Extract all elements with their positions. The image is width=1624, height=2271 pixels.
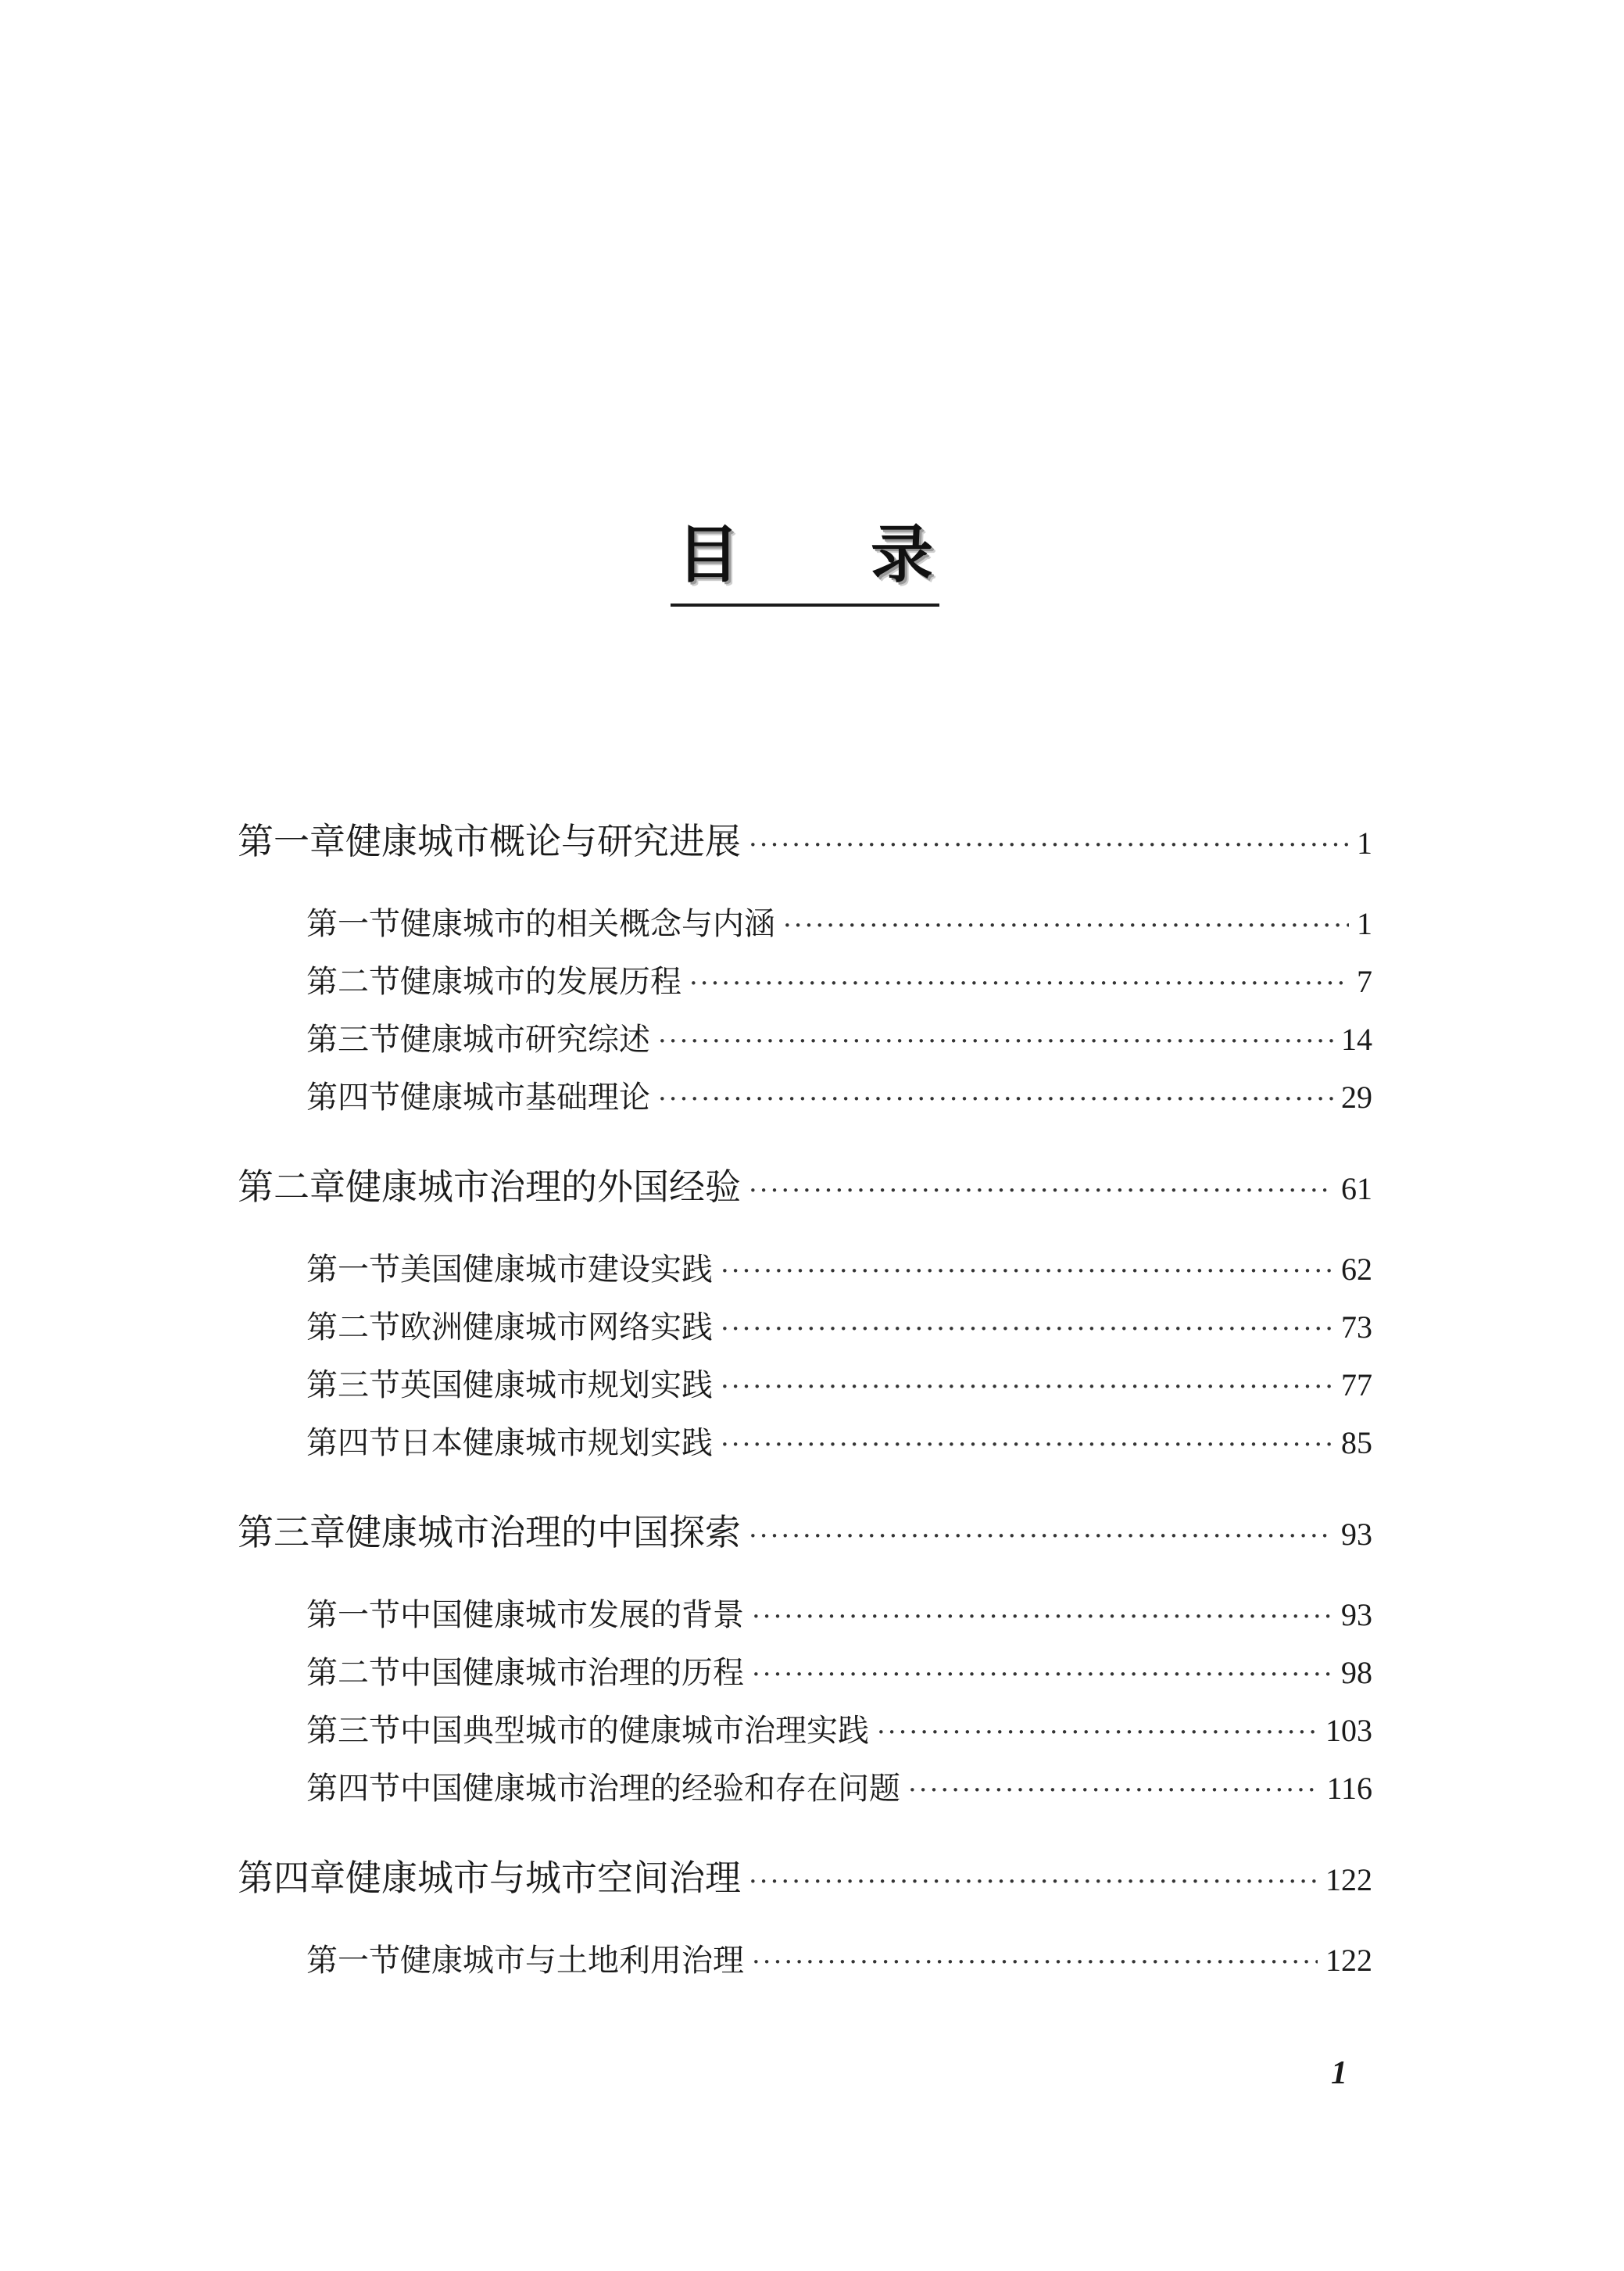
dot-leader (721, 1371, 1333, 1402)
section-number: 第一节 (306, 906, 400, 942)
section-title: 中国健康城市发展的背景 (400, 1597, 744, 1633)
section-number: 第一节 (306, 1252, 400, 1288)
toc-section[interactable] (306, 1245, 1372, 1289)
page-number: 122 (1325, 1862, 1372, 1897)
page-number: 93 (1341, 1517, 1372, 1552)
toc-section[interactable] (306, 1648, 1372, 1693)
page-number: 1 (1357, 906, 1372, 941)
page-number: 103 (1325, 1713, 1372, 1748)
chapter-title: 健康城市概论与研究进展 (345, 820, 741, 862)
page-number: 122 (1325, 1943, 1372, 1978)
dot-leader (908, 1775, 1318, 1806)
section-number: 第三节 (306, 1022, 400, 1058)
page-number: 14 (1341, 1022, 1372, 1057)
chapter-number: 第三章 (238, 1511, 345, 1553)
page-number: 93 (1341, 1597, 1372, 1632)
toc-section[interactable] (306, 1073, 1372, 1117)
toc-section[interactable] (306, 1764, 1372, 1808)
page-number: 61 (1341, 1171, 1372, 1206)
toc-section[interactable] (306, 1590, 1372, 1635)
section-number: 第二节 (306, 1655, 400, 1691)
dot-leader (721, 1313, 1333, 1345)
chapter-number: 第四章 (238, 1857, 345, 1899)
section-number: 第一节 (306, 1943, 400, 1979)
chapter-title: 健康城市治理的中国探索 (345, 1511, 741, 1553)
section-title: 欧洲健康城市网络实践 (400, 1309, 713, 1345)
toc-chapter[interactable] (238, 1504, 1372, 1556)
chapter-number: 第一章 (238, 820, 345, 862)
toc-section[interactable] (306, 1418, 1372, 1463)
dot-leader (689, 968, 1349, 999)
dot-leader (749, 829, 1349, 861)
dot-leader (783, 910, 1349, 941)
page-number: 29 (1341, 1080, 1372, 1115)
toc-section[interactable] (306, 1936, 1372, 1980)
dot-leader (877, 1717, 1318, 1748)
dot-leader (749, 1521, 1333, 1552)
section-title: 健康城市基础理论 (400, 1080, 650, 1116)
dot-leader (721, 1255, 1333, 1287)
page-number: 73 (1341, 1309, 1372, 1345)
toc-section[interactable] (306, 1302, 1372, 1347)
toc-title-char-1: 目 (677, 518, 739, 591)
section-number: 第一节 (306, 1597, 400, 1633)
toc-chapter[interactable] (238, 1850, 1372, 1901)
toc-section[interactable] (306, 1015, 1372, 1059)
section-number: 第四节 (306, 1080, 400, 1116)
dot-leader (752, 1601, 1333, 1632)
page-number: 116 (1326, 1771, 1372, 1806)
section-number: 第四节 (306, 1425, 400, 1461)
section-title: 中国健康城市治理的经验和存在问题 (400, 1771, 900, 1807)
dot-leader (658, 1026, 1333, 1057)
section-title: 日本健康城市规划实践 (400, 1425, 713, 1461)
section-title: 英国健康城市规划实践 (400, 1367, 713, 1403)
page-number: 7 (1357, 964, 1372, 999)
toc-section[interactable] (306, 1706, 1372, 1750)
dot-leader (752, 1659, 1333, 1690)
chapter-number: 第二章 (238, 1166, 345, 1208)
toc-section[interactable] (306, 957, 1372, 1001)
section-title: 健康城市与土地利用治理 (400, 1943, 744, 1979)
section-number: 第二节 (306, 964, 400, 1000)
section-title: 健康城市研究综述 (400, 1022, 650, 1058)
section-title: 中国健康城市治理的历程 (400, 1655, 744, 1691)
toc-chapter[interactable] (238, 1159, 1372, 1210)
dot-leader (752, 1947, 1318, 1978)
dot-leader (749, 1175, 1333, 1206)
section-title: 健康城市的发展历程 (400, 964, 681, 1000)
page-number: 1 (1357, 826, 1372, 861)
section-number: 第二节 (306, 1309, 400, 1345)
section-number: 第四节 (306, 1771, 400, 1807)
toc-section[interactable] (306, 899, 1372, 944)
toc-title-char-2: 录 (871, 518, 933, 591)
section-title: 美国健康城市建设实践 (400, 1252, 713, 1288)
dot-leader (721, 1429, 1333, 1460)
dot-leader (658, 1084, 1333, 1115)
toc-section[interactable] (306, 1360, 1372, 1405)
page-number: 85 (1341, 1425, 1372, 1460)
section-number: 第三节 (306, 1367, 400, 1403)
page-folio: 1 (1331, 2055, 1347, 2091)
page-number: 62 (1341, 1252, 1372, 1287)
toc-chapter[interactable] (238, 813, 1372, 865)
dot-leader (749, 1866, 1318, 1897)
section-title: 中国典型城市的健康城市治理实践 (400, 1713, 869, 1749)
page-number: 98 (1341, 1655, 1372, 1690)
section-number: 第三节 (306, 1713, 400, 1749)
page-number: 77 (1341, 1367, 1372, 1402)
chapter-title: 健康城市治理的外国经验 (345, 1166, 741, 1208)
section-title: 健康城市的相关概念与内涵 (400, 906, 775, 942)
chapter-title: 健康城市与城市空间治理 (345, 1857, 741, 1899)
